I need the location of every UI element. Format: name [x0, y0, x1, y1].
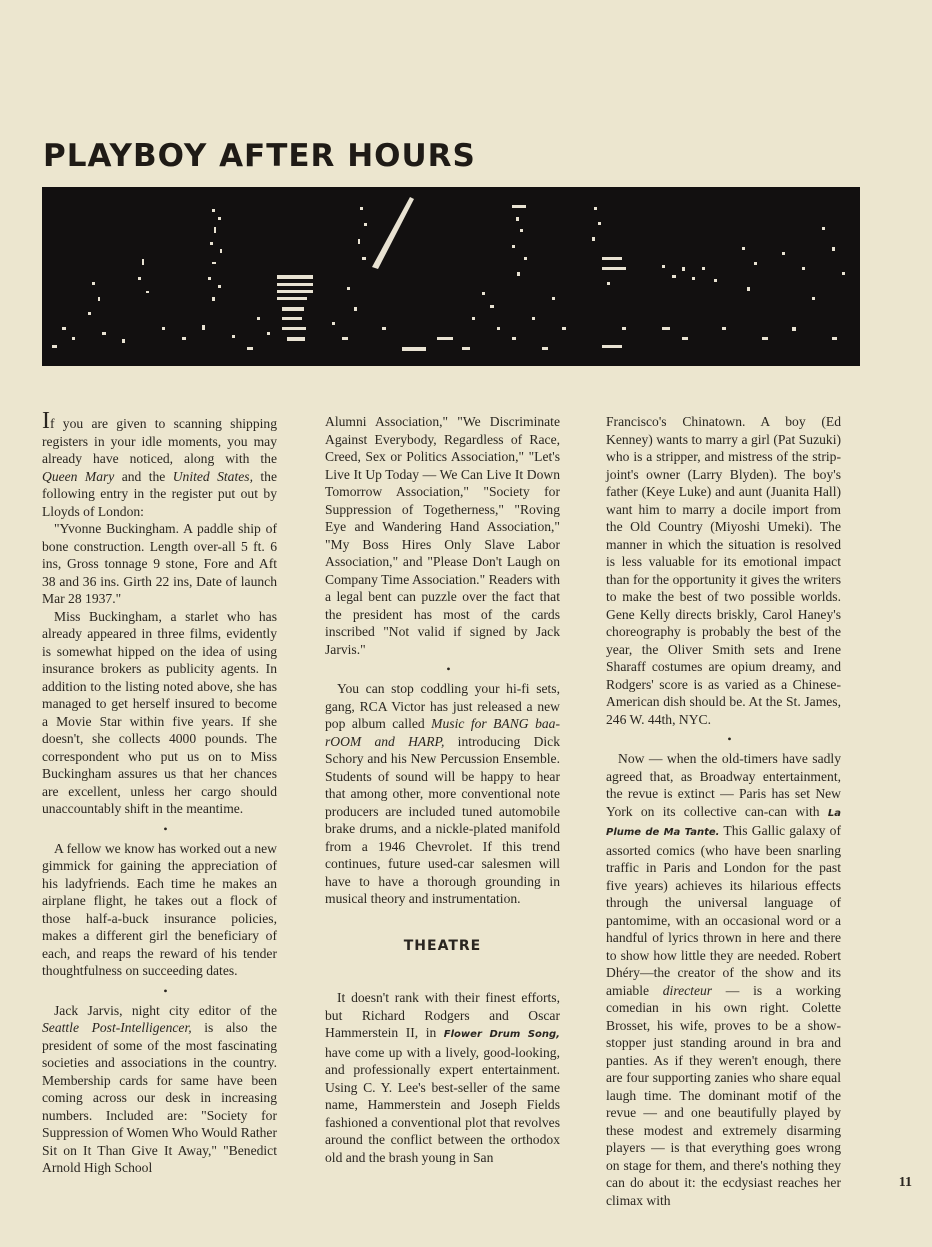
drop-cap: I	[42, 408, 50, 434]
paragraph: "Yvonne Buckingham. A paddle ship of bone construction. Length over-all 5 ft. 6 ins, Gross tonnage 9 stone, Fore and Aft 38 and 36 ins. Girth 22 ins, Date of launch Mar 28 1937."	[42, 521, 277, 606]
emphasis: directeur	[662, 982, 713, 998]
text: f you are given to scanning shipping registers in your idle moments, you may already have noticed, along with the	[42, 416, 277, 466]
text: the following entry in the register put out by Lloyds of London:	[42, 468, 277, 519]
ship-name: Queen Mary	[42, 468, 115, 484]
page-title: PLAYBOY AFTER HOURS	[43, 138, 476, 174]
text: This Gallic galaxy of assorted comics (who have been snarling traffic in Paris and London for the past five years) achieves its hilarious effects through the universal language of pantomime, with an occasional word or a handful of lyrics thrown in here and there to show how little they are needed. Robert Dhéry—the creator of the show and its amiable	[606, 823, 841, 998]
page-number: 11	[898, 1175, 912, 1190]
separator-dot: •	[163, 821, 168, 836]
separator-dot: •	[446, 662, 451, 676]
text: introducing Dick Schory and his New Percussion Ensemble. Students of sound will be happy to hear that among other, more conventional note producers are included tuned automobile brake drums, and a nickle-plated manifold from a 1946 Chevrolet. If this trend continues, future used-car salesmen will have to have a thorough grounding in musical theory and instrumentation.	[325, 733, 560, 906]
column-2	[325, 413, 560, 1166]
section-heading-theatre: THEATRE	[403, 937, 482, 954]
text: — is a working comedian in his own right. Colette Brosset, his wife, proves to be a show-stopper just standing around in bra and panties. As if they weren't enough, there are four supporting zanies who share equal laugh time. The dominant motif of the revue — and one beautifully played by these modest and extremely disarming players — is that everything goes wrong on stage for them, and there's nothing they can do about it: the ecdysiast reaches her climax with	[606, 982, 841, 1208]
separator-dot: •	[727, 732, 732, 746]
paragraph: Francisco's Chinatown. A boy (Ed Kenney) wants to marry a girl (Pat Suzuki) who is a stripper, and mistress of the strip-joint's owner (Larry Blyden). The boy's father (Keye Luke) and aunt (Juanita Hall) want him to marry a docile import from the Old Country (Miyoshi Umeki). The manner in which the situation is resolved is less valuable for its emotional impact than for the opportunity it gives the writers to make the best of two possible worlds. Gene Kelly directs briskly, Carol Haney's choreography is probably the best of the year, the Oliver Smith sets and Irene Sharaff costumes are opium dreamy, and Rodgers' score is as varied as a Chinese-American dish should be. At the St. James, 246 W. 44th, NYC.	[606, 414, 841, 727]
paragraph	[325, 680, 560, 908]
album-title: Music for BANG baa-rOOM and HARP,	[325, 716, 560, 749]
paragraph	[42, 1002, 277, 1177]
show-title: Flower Drum Song,	[443, 1029, 560, 1040]
ship-name: United States,	[172, 468, 253, 484]
text: You can stop coddling your hi-fi sets, gang, RCA Victor has just released a new pop album called	[325, 681, 560, 731]
column-1	[42, 408, 277, 1177]
text: and the	[114, 468, 173, 484]
city-skyline-illustration	[42, 187, 860, 366]
text: Now — when the old-timers have sadly agreed that, as Broadway entertainment, the revue is extinct — Paris has set New York on its collective can-can with	[606, 751, 841, 819]
show-title: La Plume de Ma Tante.	[606, 807, 841, 838]
text: is also the president of some of the most fascinating societies and associations in the country. Membership cards for same have been coming across our desk in increasing numbers. Included are: "Society for Suppression of Women Who Would Rather Sit on It Than Give It Away," "Benedict Arnold High School	[42, 1020, 277, 1175]
newspaper-name: Seattle Post-Intelligencer,	[42, 1020, 192, 1035]
paragraph	[325, 989, 560, 1166]
column-3	[606, 413, 841, 1209]
paragraph	[42, 408, 277, 520]
text: Jack Jarvis, night city editor of the	[54, 1002, 277, 1018]
text: It doesn't rank with their finest efforts, but Richard Rodgers and Oscar Hammerstein II, in	[325, 990, 560, 1040]
paragraph: A fellow we know has worked out a new gimmick for gaining the appreciation of his ladyfriends. Each time he makes an airplane flight, he takes out a flock of those half-a-buck insurance policies, makes a different girl the beneficiary of each, and reaps the reward of his tender thoughtfulness on succeeding dates.	[42, 840, 277, 978]
paragraph	[606, 750, 841, 1209]
paragraph: Miss Buckingham, a starlet who has already appeared in three films, evidently is somewhat hipped on the idea of using insurance brokers as publicity agents. In addition to the listing noted above, she has managed to get herself insured to become a Movie Star within five years. If she doesn't, she collects 4000 pounds. The correspondent who put us on to Miss Buckingham assures us that her chances are excellent, unless her cargo should unaccountably shift in the meantime.	[42, 608, 277, 816]
text: have come up with a lively, good-looking, and professionally expert entertainment. Using C. Y. Lee's best-seller of the same name, Hammerstein and Joseph Fields fashioned a conventional plot that revolves around the conflict between the orthodox old and the brash young in San	[325, 1044, 560, 1165]
paragraph: Alumni Association," "We Discriminate Against Everybody, Regardless of Race, Creed, Sex or Politics Association," "Let's Live It Up Today — We Can Live It Down Tomorrow Association," "Society for Suppression of Togetherness," "Roving Eye and Wandering Hand Association," "My Boss Hires Only Slave Labor Association," and "Please Don't Laugh on Company Time Association." Readers with a legal bent can puzzle over the fact that the president has most of the cards inscribed "Not valid if signed by Jack Jarvis."	[325, 414, 560, 657]
skyline-drawing	[42, 187, 860, 366]
separator-dot: •	[163, 983, 168, 998]
